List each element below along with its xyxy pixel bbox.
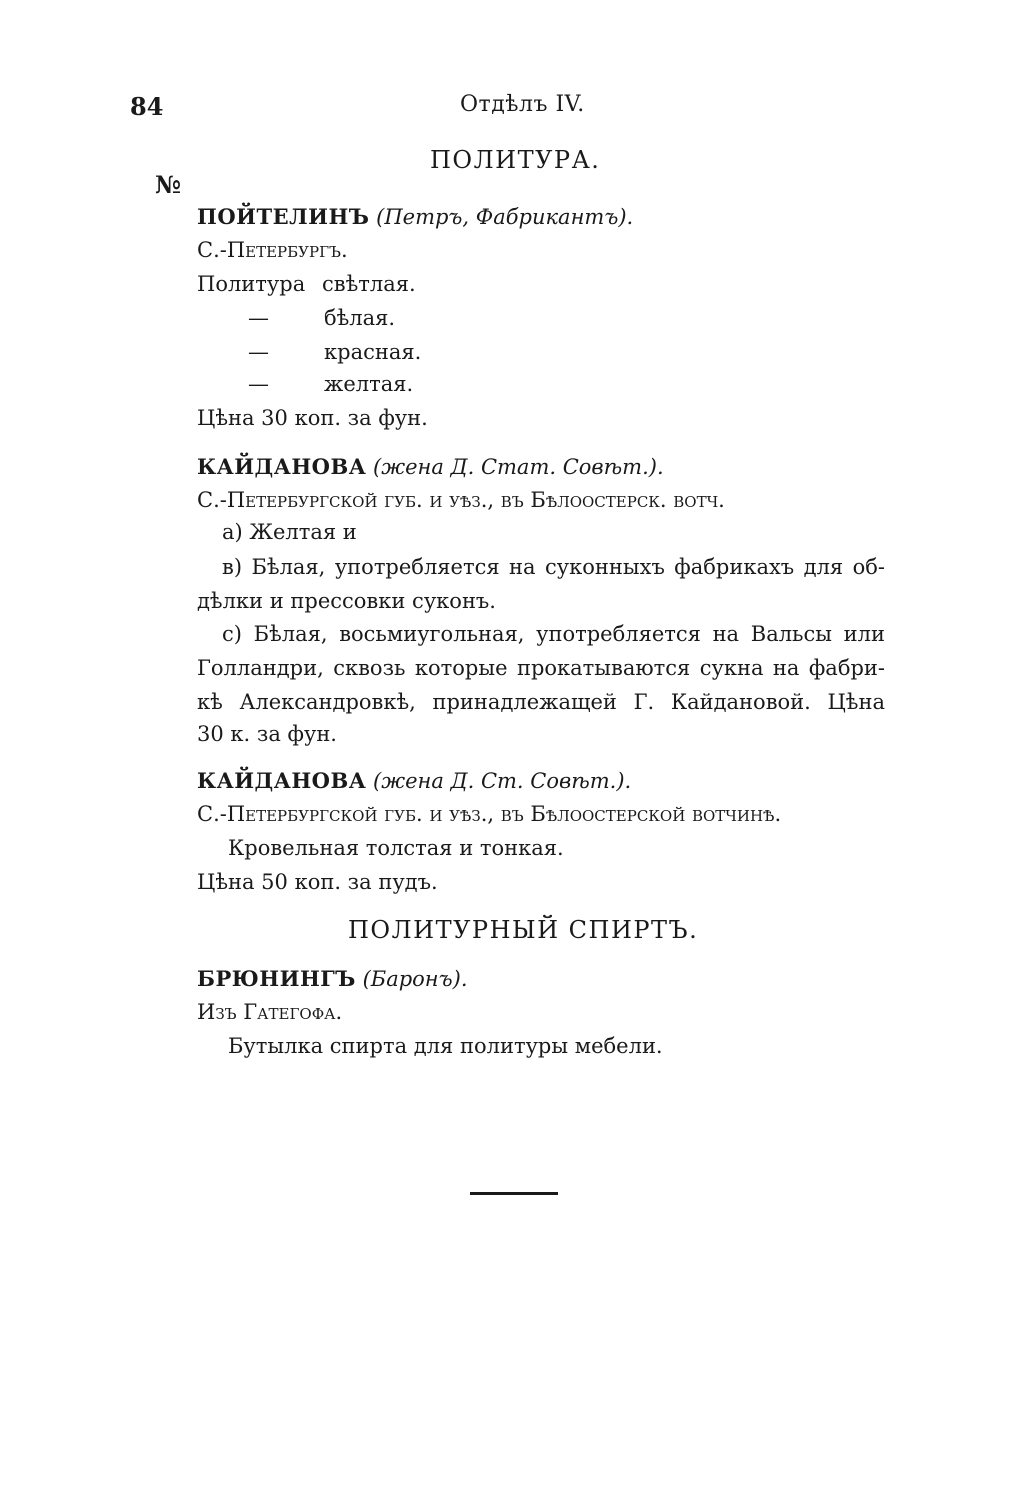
place-text: С.-Петербургской губ. и уѣз., въ Бѣлоостерской вотчинѣ. bbox=[197, 802, 782, 826]
price: Цѣна 30 коп. за фун. bbox=[197, 406, 428, 430]
place-text: Изъ Гатегофа. bbox=[197, 1000, 343, 1024]
product-line-value: желтая. bbox=[324, 372, 414, 396]
exhibitor-qualifier: (Петръ, Фабрикантъ). bbox=[376, 205, 634, 229]
place-text: С.-Петербургской губ. и уѣз., въ Бѣлоостерск. вотч. bbox=[197, 488, 725, 512]
entry-heading bbox=[197, 204, 633, 229]
entry-place bbox=[197, 1000, 342, 1024]
exhibitor-name: КАЙДАНОВА bbox=[197, 454, 367, 479]
end-rule bbox=[470, 1192, 558, 1195]
entry-heading bbox=[197, 454, 664, 479]
entry-heading bbox=[197, 768, 631, 793]
exhibitor-qualifier: (Баронъ). bbox=[362, 967, 468, 991]
product-line-label: Политура bbox=[197, 272, 306, 296]
item-line: с) Бѣлая, восьмиугольная, употребляется на Вальсы или bbox=[222, 622, 885, 646]
exhibitor-name: КАЙДАНОВА bbox=[197, 768, 367, 793]
section-title-spirit: ПОЛИТУРНЫЙ СПИРТЪ. bbox=[348, 916, 699, 944]
item-line: дѣлки и прессовки суконъ. bbox=[197, 589, 496, 613]
item-line: Голландри, сквозь которые прокатываются сукна на фабри- bbox=[197, 656, 885, 680]
product-line-value: красная. bbox=[324, 340, 422, 364]
product-line-value: свѣтлая. bbox=[322, 272, 416, 296]
section-title-polish: ПОЛИТУРА. bbox=[430, 146, 601, 174]
ditto-dash: — bbox=[248, 372, 269, 396]
exhibitor-name: БРЮНИНГЪ bbox=[197, 966, 356, 991]
entry-place bbox=[197, 488, 725, 512]
item-line: а) Желтая и bbox=[222, 520, 357, 544]
description: Кровельная толстая и тонкая. bbox=[228, 836, 564, 860]
exhibitor-qualifier: (жена Д. Ст. Совѣт.). bbox=[373, 769, 632, 793]
entry-place bbox=[197, 802, 781, 826]
item-line: в) Бѣлая, употребляется на суконныхъ фабрикахъ для об- bbox=[222, 555, 885, 579]
entry-place bbox=[197, 238, 348, 262]
running-head: Отдѣлъ IV. bbox=[460, 92, 585, 117]
ditto-dash: — bbox=[248, 306, 269, 330]
place-text: С.-Петербургъ. bbox=[197, 238, 348, 262]
product-line-value: бѣлая. bbox=[324, 306, 396, 330]
entry-heading bbox=[197, 966, 468, 991]
description: Бутылка спирта для политуры мебели. bbox=[228, 1034, 663, 1058]
number-sign: № bbox=[155, 170, 182, 199]
item-line: 30 к. за фун. bbox=[197, 722, 337, 746]
exhibitor-name: ПОЙТЕЛИНЪ bbox=[197, 204, 370, 229]
item-line: кѣ Александровкѣ, принадлежащей Г. Кайдановой. Цѣна bbox=[197, 690, 885, 714]
ditto-dash: — bbox=[248, 340, 269, 364]
price: Цѣна 50 коп. за пудъ. bbox=[197, 870, 438, 894]
exhibitor-qualifier: (жена Д. Стат. Совѣт.). bbox=[373, 455, 664, 479]
page-number: 84 bbox=[130, 92, 164, 121]
